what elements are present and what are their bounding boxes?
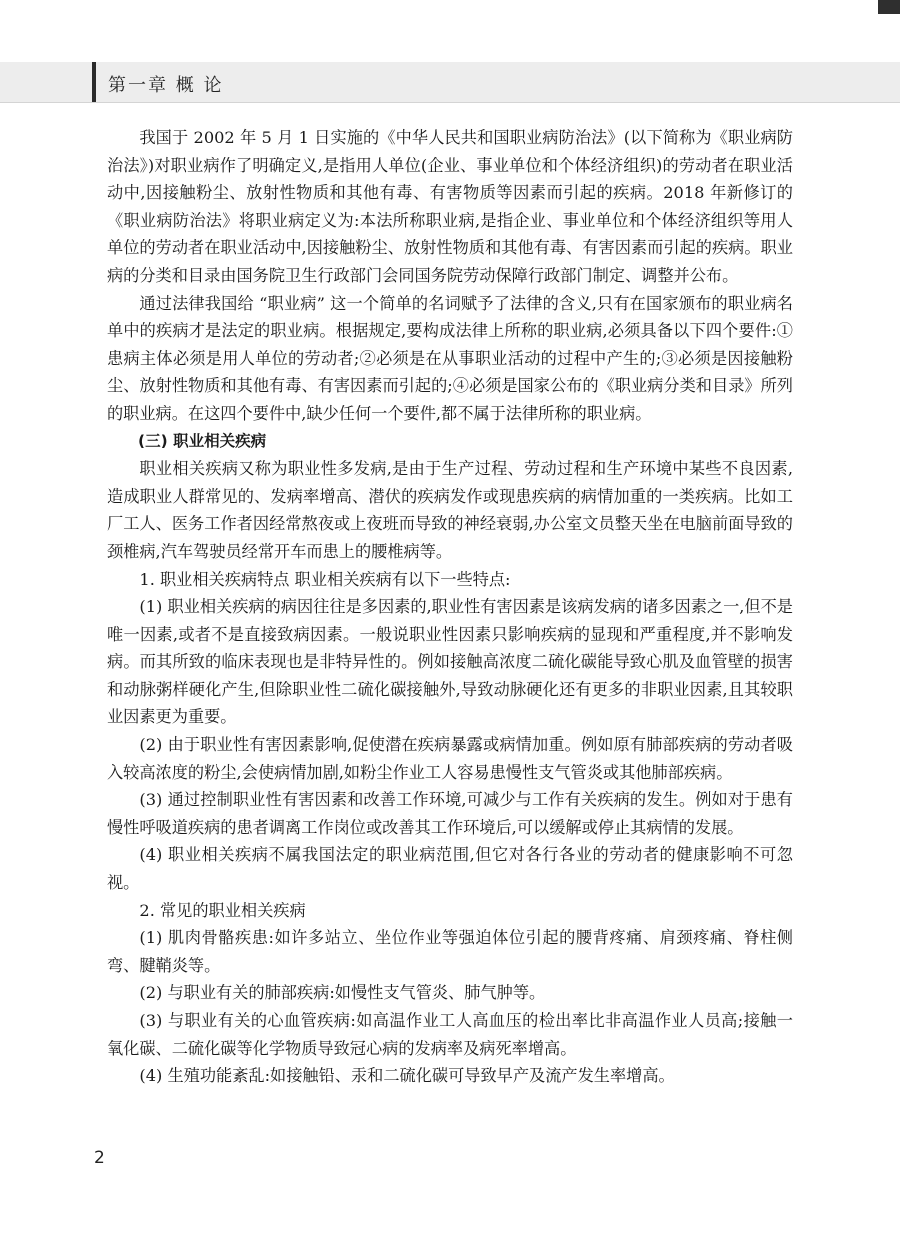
paragraph: 通过法律我国给 “职业病” 这一个简单的名词赋予了法律的含义,只有在国家颁布的职业病名单中的疾病才是法定的职业病。根据规定,要构成法律上所称的职业病,必须具备以下四个要件:①患病主体必须是用人单位的劳动者;②必须是在从事职业活动的过程中产生的;③必须是因接触粉尘、放射性物质和其他有毒、有害因素而引起的;④必须是国家公布的《职业病分类和目录》所列的职业病。在这四个要件中,缺少任何一个要件,都不属于法律所称的职业病。: [107, 293, 793, 423]
list-item: (4) 生殖功能紊乱:如接触铅、汞和二硫化碳可导致早产及流产发生率增高。: [139, 1066, 675, 1086]
list-item: (2) 由于职业性有害因素影响,促使潜在疾病暴露或病情加重。例如原有肺部疾病的劳动者吸入较高浓度的粉尘,会使病情加剧,如粉尘作业工人容易患慢性支气管炎或其他肺部疾病。: [107, 735, 793, 782]
header-accent-bar: [92, 62, 96, 102]
paragraph: 职业相关疾病又称为职业性多发病,是由于生产过程、劳动过程和生产环境中某些不良因素,造成职业人群常见的、发病率增高、潜伏的疾病发作或现患疾病的病情加重的一类疾病。比如工厂工人、医务工作者因经常熬夜或上夜班而导致的神经衰弱,办公室文员整天坐在电脑前面导致的颈椎病,汽车驾驶员经常开车而患上的腰椎病等。: [107, 459, 793, 561]
subsection-heading: 2. 常见的职业相关疾病: [139, 900, 306, 920]
page-body: [107, 124, 793, 1090]
running-header: [0, 62, 900, 103]
list-item: (1) 肌肉骨骼疾患:如许多站立、坐位作业等强迫体位引起的腰背疼痛、肩颈疼痛、脊柱侧弯、腱鞘炎等。: [107, 928, 793, 975]
corner-mark: [878, 0, 900, 14]
list-item: (3) 与职业有关的心血管疾病:如高温作业工人高血压的检出率比非高温作业人员高;接触一氧化碳、二硫化碳等化学物质导致冠心病的发病率及病死率增高。: [107, 1011, 793, 1058]
chapter-title: 第一章 概 论: [108, 75, 224, 96]
list-item: (1) 职业相关疾病的病因往往是多因素的,职业性有害因素是该病发病的诸多因素之一,但不是唯一因素,或者不是直接致病因素。一般说职业性因素只影响疾病的显现和严重程度,并不影响发病。而其所致的临床表现也是非特异性的。例如接触高浓度二硫化碳能导致心肌及血管壁的损害和动脉粥样硬化产生,但除职业性二硫化碳接触外,导致动脉硬化还有更多的非职业因素,且其较职业因素更为重要。: [107, 597, 793, 727]
paragraph: 我国于 2002 年 5 月 1 日实施的《中华人民共和国职业病防治法》(以下简称为《职业病防治法》)对职业病作了明确定义,是指用人单位(企业、事业单位和个体经济组织)的劳动者在职业活动中,因接触粉尘、放射性物质和其他有毒、有害物质等因素而引起的疾病。2018 年新修订的《职业病防治法》将职业病定义为:本法所称职业病,是指企业、事业单位和个体经济组织等用人单位的劳动者在职业活动中,因接触粉尘、放射性物质和其他有毒、有害因素而引起的疾病。职业病的分类和目录由国务院卫生行政部门会同国务院劳动保障行政部门制定、调整并公布。: [107, 128, 793, 285]
list-item: (4) 职业相关疾病不属我国法定的职业病范围,但它对各行各业的劳动者的健康影响不可忽视。: [107, 845, 793, 893]
section-heading: (三) 职业相关疾病: [138, 431, 267, 450]
subsection-heading: 1. 职业相关疾病特点 职业相关疾病有以下一些特点:: [139, 569, 511, 589]
list-item: (2) 与职业有关的肺部疾病:如慢性支气管炎、肺气肿等。: [139, 983, 546, 1003]
page-number: 2: [94, 1148, 105, 1168]
list-item: (3) 通过控制职业性有害因素和改善工作环境,可减少与工作有关疾病的发生。例如对于患有慢性呼吸道疾病的患者调离工作岗位或改善其工作环境后,可以缓解或停止其病情的发展。: [107, 790, 793, 837]
